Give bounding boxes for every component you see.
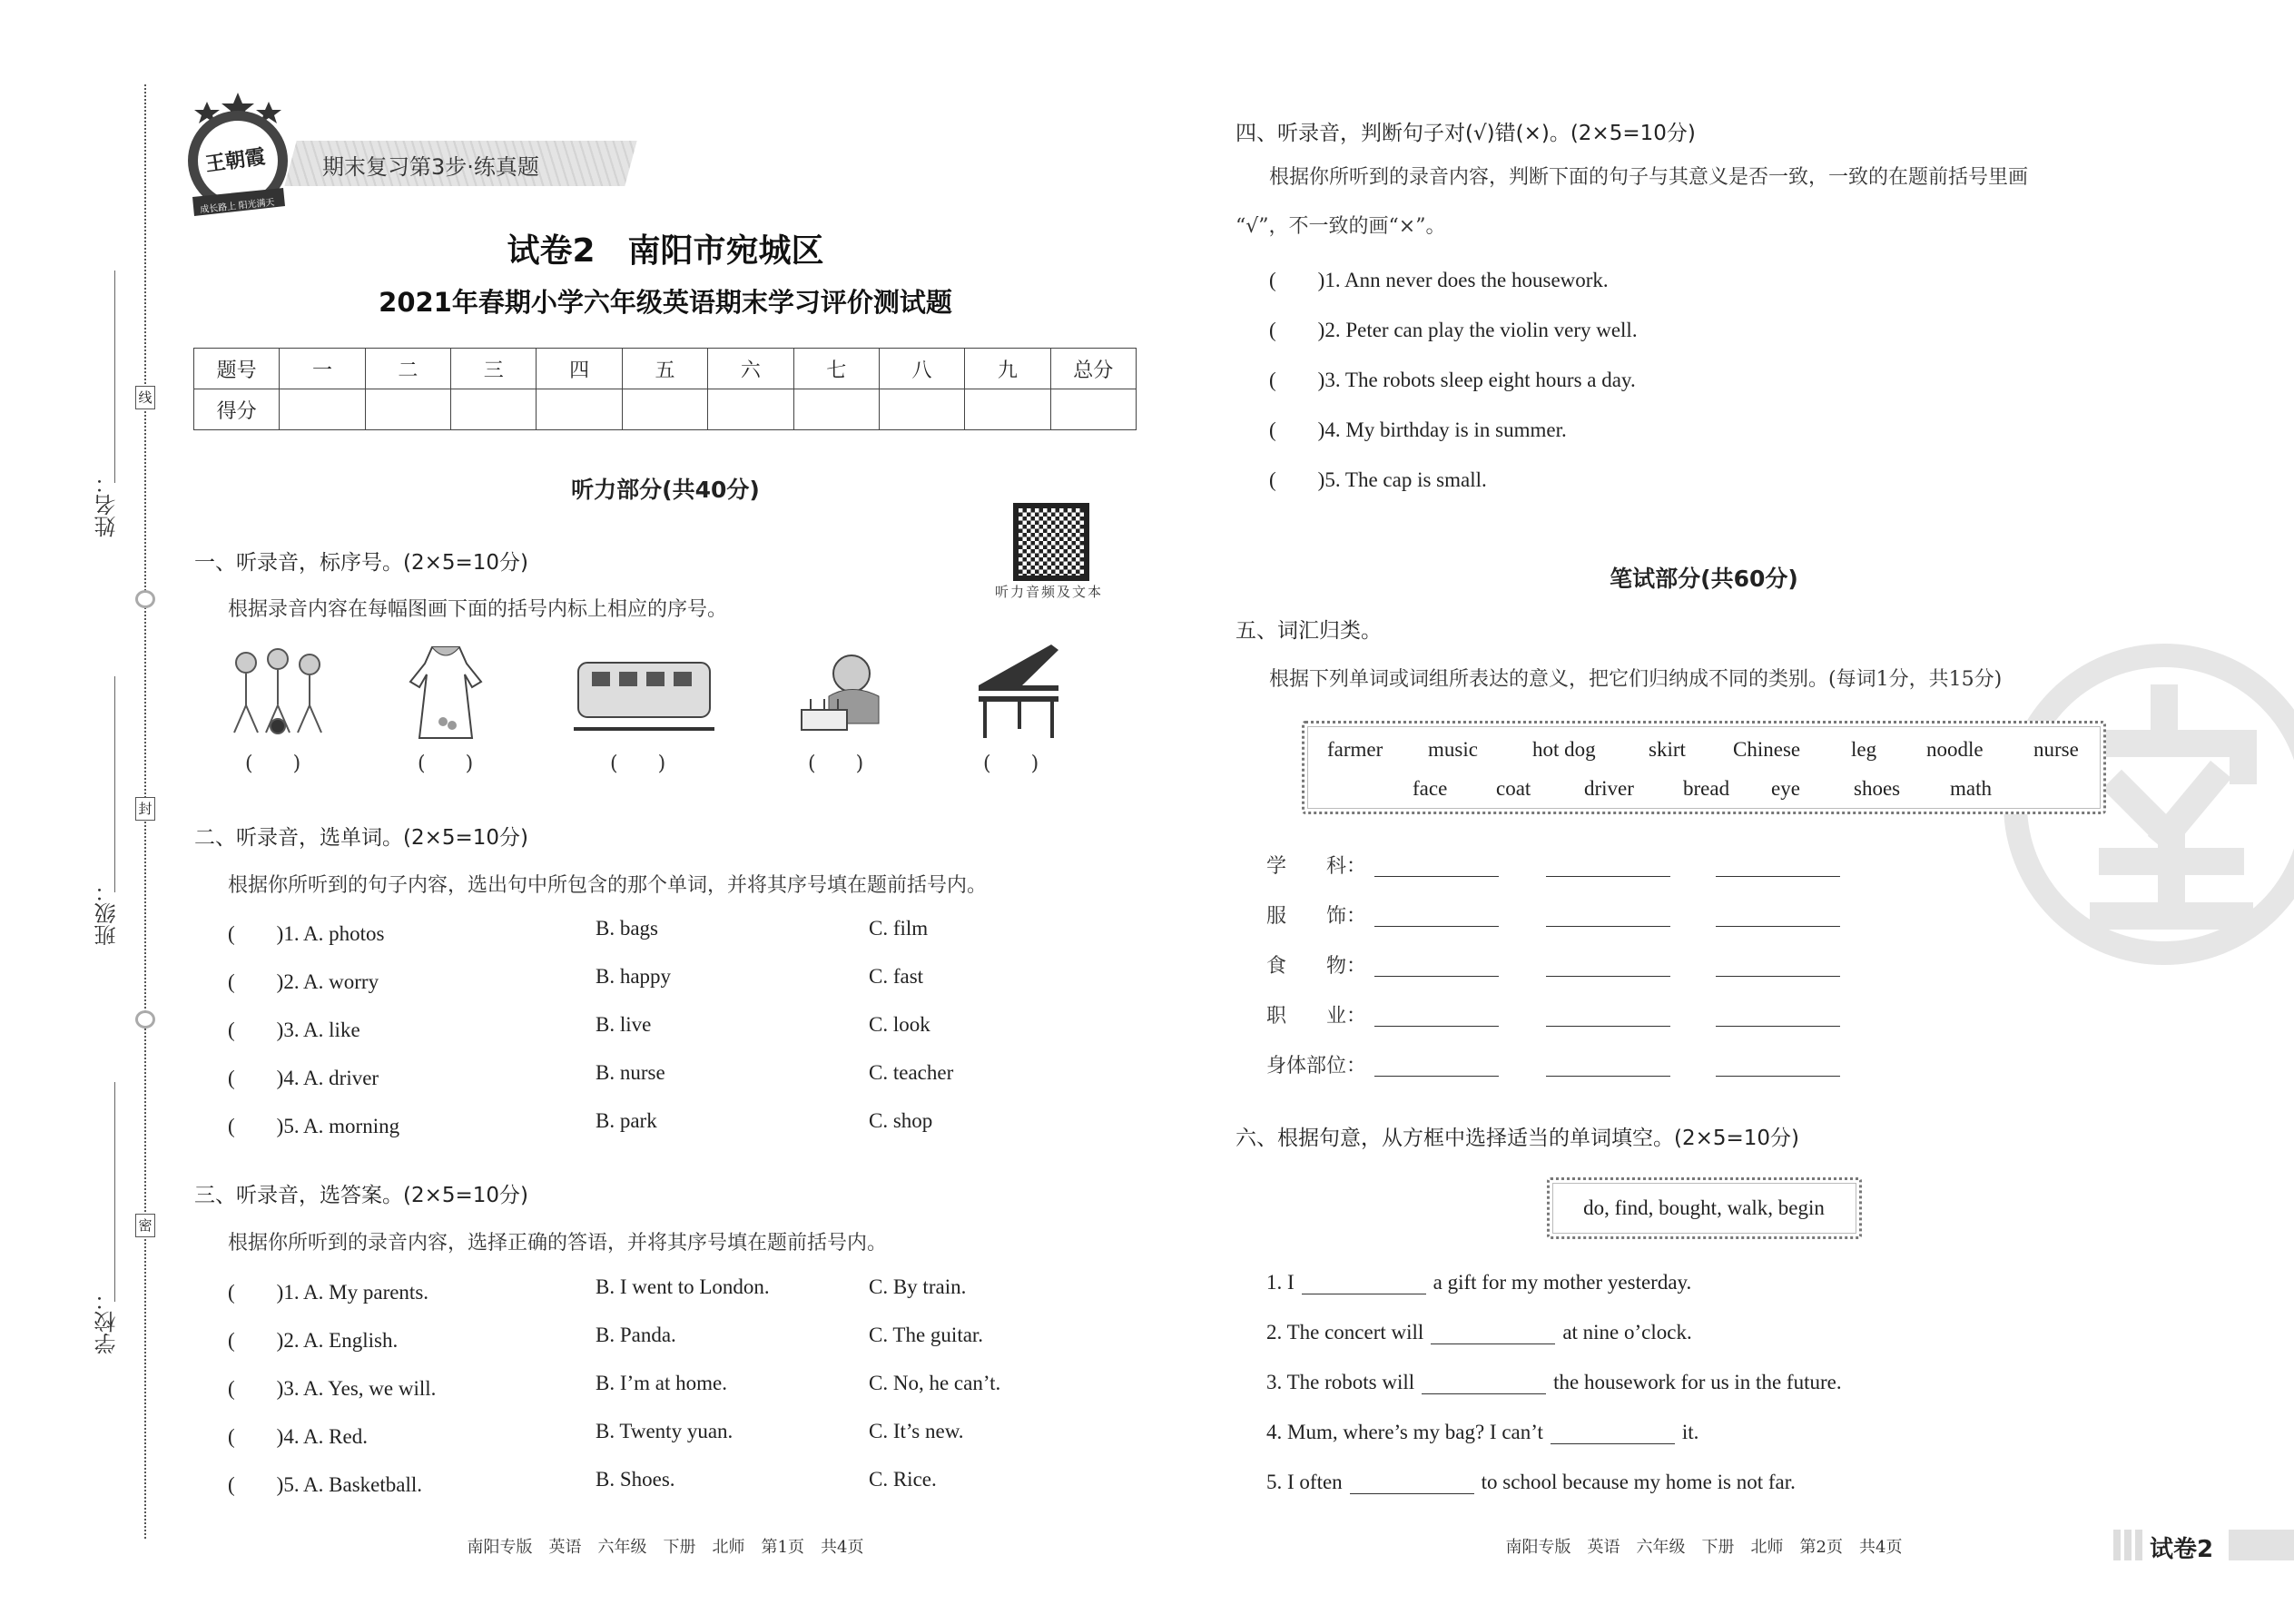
category-label: 服 饰： bbox=[1266, 905, 1367, 928]
listening-heading: 听力部分(共40分) bbox=[571, 477, 760, 503]
option-b: B. I’m at home. bbox=[596, 1372, 727, 1394]
qr-code-icon[interactable] bbox=[1013, 503, 1089, 581]
option-c: C. Rice. bbox=[869, 1468, 937, 1491]
sentence-end: at nine o’clock. bbox=[1562, 1321, 1692, 1343]
fill-blank[interactable] bbox=[1422, 1374, 1546, 1394]
category-blank[interactable] bbox=[1716, 976, 1840, 977]
sentence-start: 2. The concert will bbox=[1266, 1321, 1424, 1343]
score-cell[interactable] bbox=[622, 389, 707, 430]
category-label: 身体部位： bbox=[1266, 1055, 1367, 1078]
header-cell: 二 bbox=[365, 349, 450, 389]
logo-slogan: 成长路上 阳光满天 bbox=[199, 197, 276, 216]
fill-blank[interactable] bbox=[1302, 1275, 1426, 1294]
word-bank-word: leg bbox=[1851, 738, 1877, 761]
option-a[interactable]: ( )1. A. photos bbox=[228, 922, 385, 945]
category-blank[interactable] bbox=[1716, 926, 1840, 927]
banner-text: 期末复习第3步·练真题 bbox=[322, 154, 539, 180]
option-c: C. fast bbox=[869, 965, 924, 988]
school-label: 学校： bbox=[94, 1289, 120, 1354]
judgment-item[interactable]: ( )4. My birthday is in summer. bbox=[1269, 418, 1567, 441]
word-choice-list: do, find, bought, walk, begin bbox=[1583, 1196, 1825, 1219]
picture-girl-cake bbox=[793, 646, 897, 737]
section-4-title: 四、听录音，判断句子对(√)错(×)。(2×5=10分) bbox=[1236, 122, 1696, 145]
row-label: 得分 bbox=[194, 389, 280, 430]
judgment-item[interactable]: ( )1. Ann never does the housework. bbox=[1269, 269, 1609, 291]
header-cell: 题号 bbox=[194, 349, 280, 389]
class-field-line[interactable] bbox=[114, 676, 115, 892]
category-blank[interactable] bbox=[1546, 976, 1670, 977]
word-bank-word: face bbox=[1413, 777, 1448, 800]
option-a[interactable]: ( )4. A. Red. bbox=[228, 1425, 368, 1448]
sentence-end: a gift for my mother yesterday. bbox=[1433, 1271, 1692, 1294]
header-cell: 六 bbox=[708, 349, 793, 389]
option-c: C. It’s new. bbox=[869, 1420, 964, 1442]
picture-train bbox=[574, 649, 714, 735]
score-cell[interactable] bbox=[537, 389, 622, 430]
header-cell: 八 bbox=[879, 349, 964, 389]
option-c: C. No, he can’t. bbox=[869, 1372, 1001, 1394]
option-a[interactable]: ( )5. A. morning bbox=[228, 1115, 400, 1137]
picture-piano bbox=[974, 640, 1065, 742]
fill-blank[interactable] bbox=[1350, 1474, 1474, 1494]
word-bank-word: driver bbox=[1584, 777, 1634, 800]
option-c: C. look bbox=[869, 1013, 930, 1036]
option-b: B. nurse bbox=[596, 1061, 665, 1084]
word-bank-word: noodle bbox=[1926, 738, 1984, 761]
score-cell[interactable] bbox=[1050, 389, 1136, 430]
category-blank[interactable] bbox=[1546, 1026, 1670, 1027]
binding-hole bbox=[135, 1010, 155, 1029]
option-a[interactable]: ( )4. A. driver bbox=[228, 1067, 379, 1089]
category-label: 学 科： bbox=[1266, 855, 1367, 878]
header-cell: 总分 bbox=[1050, 349, 1136, 389]
fill-sentence bbox=[1266, 1321, 1692, 1344]
section-6-title: 六、根据句意，从方框中选择适当的单词填空。(2×5=10分) bbox=[1236, 1127, 1800, 1150]
option-a[interactable]: ( )3. A. like bbox=[228, 1019, 360, 1041]
word-bank-word: eye bbox=[1771, 777, 1800, 800]
paper-tab-bar bbox=[2229, 1530, 2294, 1560]
logo-text: 王朝霞 bbox=[203, 144, 267, 177]
fill-sentence bbox=[1266, 1271, 1691, 1294]
score-cell[interactable] bbox=[965, 389, 1050, 430]
fill-sentence bbox=[1266, 1421, 1698, 1444]
score-cell[interactable] bbox=[451, 389, 537, 430]
word-bank-word: math bbox=[1950, 777, 1992, 800]
option-a[interactable]: ( )2. A. worry bbox=[228, 970, 379, 993]
seal-char-line: 线 bbox=[135, 386, 155, 409]
header-cell: 五 bbox=[622, 349, 707, 389]
answer-bracket[interactable]: ( ) bbox=[983, 753, 1039, 775]
sentence-start: 3. The robots will bbox=[1266, 1371, 1415, 1393]
option-a[interactable]: ( )2. A. English. bbox=[228, 1329, 399, 1352]
binding-hole bbox=[135, 590, 155, 608]
footer-left: 南阳专版 英语 六年级 下册 北师 第1页 共4页 bbox=[467, 1538, 864, 1557]
option-b: B. I went to London. bbox=[596, 1275, 770, 1298]
category-blank[interactable] bbox=[1374, 976, 1499, 977]
option-c: C. By train. bbox=[869, 1275, 967, 1298]
fill-sentence bbox=[1266, 1371, 1842, 1394]
sentence-end: to school because my home is not far. bbox=[1481, 1471, 1796, 1493]
header-cell: 九 bbox=[965, 349, 1050, 389]
section-3-instruction: 根据你所听到的录音内容，选择正确的答语，并将其序号填在题前括号内。 bbox=[228, 1232, 888, 1255]
sentence-start: 4. Mum, where’s my bag? I can’t bbox=[1266, 1421, 1543, 1443]
fill-sentence bbox=[1266, 1471, 1796, 1494]
picture-football-kids bbox=[223, 646, 332, 737]
option-c: C. The guitar. bbox=[869, 1324, 984, 1346]
qr-caption: 听力音频及文本 bbox=[995, 584, 1104, 600]
option-b: B. bags bbox=[596, 917, 658, 940]
category-blank[interactable] bbox=[1374, 1076, 1499, 1077]
paper-tab-label: 试卷2 bbox=[2150, 1536, 2214, 1563]
paper-subtitle: 2021年春期小学六年级英语期末学习评价测试题 bbox=[379, 287, 952, 318]
answer-bracket[interactable]: ( ) bbox=[808, 753, 864, 775]
school-field-line[interactable] bbox=[114, 1082, 115, 1302]
score-cell[interactable] bbox=[793, 389, 879, 430]
seal-char-seal: 封 bbox=[135, 797, 155, 821]
option-a[interactable]: ( )1. A. My parents. bbox=[228, 1281, 429, 1304]
section-3-title: 三、听录音，选答案。(2×5=10分) bbox=[194, 1184, 529, 1207]
category-blank[interactable] bbox=[1716, 876, 1840, 877]
section-1-title: 一、听录音，标序号。(2×5=10分) bbox=[194, 551, 529, 575]
footer-right: 南阳专版 英语 六年级 下册 北师 第2页 共4页 bbox=[1505, 1538, 1903, 1557]
option-b: B. happy bbox=[596, 965, 672, 988]
option-b: B. live bbox=[596, 1013, 652, 1036]
section-5-instruction: 根据下列单词或词组所表达的意义，把它们归纳成不同的类别。(每词1分，共15分) bbox=[1269, 668, 2003, 691]
word-bank-word: shoes bbox=[1854, 777, 1901, 800]
option-b: B. Twenty yuan. bbox=[596, 1420, 733, 1442]
category-blank[interactable] bbox=[1374, 1026, 1499, 1027]
word-bank-word: farmer bbox=[1327, 738, 1383, 761]
name-field-line[interactable] bbox=[114, 271, 115, 483]
sentence-end: it. bbox=[1681, 1421, 1699, 1443]
score-cell[interactable] bbox=[365, 389, 450, 430]
option-c: C. film bbox=[869, 917, 929, 940]
fill-blank[interactable] bbox=[1551, 1424, 1675, 1444]
paper-title: 试卷2 南阳市宛城区 bbox=[507, 232, 824, 270]
judgment-item[interactable]: ( )5. The cap is small. bbox=[1269, 468, 1487, 491]
option-c: C. teacher bbox=[869, 1061, 954, 1084]
option-b: B. Panda. bbox=[596, 1324, 676, 1346]
category-blank[interactable] bbox=[1546, 876, 1670, 877]
category-blank[interactable] bbox=[1374, 876, 1499, 877]
answer-bracket[interactable]: ( ) bbox=[418, 753, 474, 775]
option-c: C. shop bbox=[869, 1109, 933, 1132]
section-5-title: 五、词汇归类。 bbox=[1236, 619, 1382, 643]
word-bank-word: hot dog bbox=[1532, 738, 1596, 761]
header-cell: 一 bbox=[280, 349, 365, 389]
name-label: 姓名： bbox=[94, 472, 120, 537]
seal-char-secret: 密 bbox=[135, 1214, 155, 1237]
header-cell: 七 bbox=[793, 349, 879, 389]
judgment-item[interactable]: ( )3. The robots sleep eight hours a day. bbox=[1269, 369, 1636, 391]
class-label: 班级： bbox=[94, 881, 120, 946]
word-bank-word: music bbox=[1428, 738, 1478, 761]
answer-bracket[interactable]: ( ) bbox=[610, 753, 666, 775]
logo bbox=[180, 93, 296, 220]
score-table-header bbox=[194, 349, 1137, 389]
header-cell: 三 bbox=[451, 349, 537, 389]
category-blank[interactable] bbox=[1546, 1076, 1670, 1077]
section-4-instruction-cont: “√”，不一致的画“×”。 bbox=[1236, 215, 1446, 238]
option-a[interactable]: ( )5. A. Basketball. bbox=[228, 1473, 422, 1496]
score-table-row bbox=[194, 389, 1137, 430]
sentence-end: the housework for us in the future. bbox=[1553, 1371, 1842, 1393]
word-bank-word: skirt bbox=[1649, 738, 1686, 761]
header-cell: 四 bbox=[537, 349, 622, 389]
category-blank[interactable] bbox=[1374, 926, 1499, 927]
word-bank-word: Chinese bbox=[1733, 738, 1801, 761]
section-1-instruction: 根据录音内容在每幅图画下面的括号内标上相应的序号。 bbox=[228, 598, 728, 621]
section-2-title: 二、听录音，选单词。(2×5=10分) bbox=[194, 826, 529, 850]
word-bank-word: bread bbox=[1683, 777, 1730, 800]
score-cell[interactable] bbox=[280, 389, 365, 430]
word-bank-word: coat bbox=[1496, 777, 1531, 800]
section-4-instruction: 根据你所听到的录音内容，判断下面的句子与其意义是否一致，一致的在题前括号里画 bbox=[1269, 166, 2029, 189]
option-b: B. Shoes. bbox=[596, 1468, 675, 1491]
option-a[interactable]: ( )3. A. Yes, we will. bbox=[228, 1377, 437, 1400]
picture-dress bbox=[407, 640, 485, 740]
category-label: 食 物： bbox=[1266, 955, 1367, 978]
paper-tab-decoration bbox=[2113, 1530, 2142, 1560]
word-bank-word: nurse bbox=[2033, 738, 2079, 761]
answer-bracket[interactable]: ( ) bbox=[245, 753, 301, 775]
judgment-item[interactable]: ( )2. Peter can play the violin very well. bbox=[1269, 319, 1638, 341]
category-blank[interactable] bbox=[1716, 1076, 1840, 1077]
sentence-start: 1. I bbox=[1266, 1271, 1295, 1294]
section-2-instruction: 根据你所听到的句子内容，选出句中所包含的那个单词，并将其序号填在题前括号内。 bbox=[228, 874, 988, 897]
writing-heading: 笔试部分(共60分) bbox=[1610, 566, 1798, 592]
score-cell[interactable] bbox=[879, 389, 964, 430]
category-blank[interactable] bbox=[1716, 1026, 1840, 1027]
option-b: B. park bbox=[596, 1109, 657, 1132]
score-table bbox=[193, 348, 1137, 430]
category-label: 职 业： bbox=[1266, 1005, 1367, 1028]
sentence-start: 5. I often bbox=[1266, 1471, 1343, 1493]
category-blank[interactable] bbox=[1546, 926, 1670, 927]
score-cell[interactable] bbox=[708, 389, 793, 430]
fill-blank[interactable] bbox=[1431, 1324, 1555, 1344]
